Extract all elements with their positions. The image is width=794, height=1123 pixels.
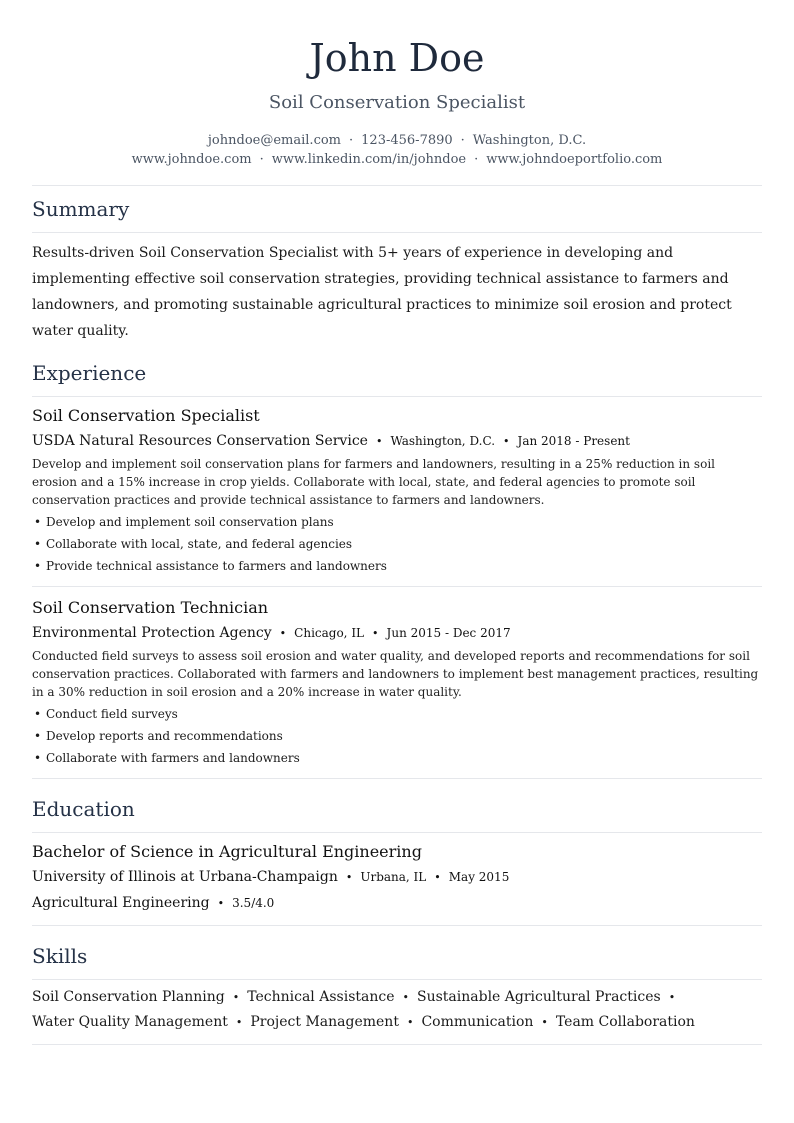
portfolio-link[interactable]: www.johndoeportfolio.com — [486, 152, 663, 167]
divider — [32, 232, 762, 233]
contact-row-links — [32, 150, 762, 169]
candidate-name: John Doe — [309, 36, 485, 80]
website-link[interactable]: www.johndoe.com — [131, 152, 252, 167]
bullet-separator: • — [503, 435, 510, 448]
skill-item: Team Collaboration — [555, 1014, 695, 1030]
separator: · — [474, 152, 479, 167]
skill-item: Communication — [421, 1014, 534, 1030]
divider — [32, 925, 762, 926]
phone-text: 123-456-7890 — [361, 133, 453, 148]
skill-item: Sustainable Agricultural Practices — [417, 989, 661, 1005]
company-name: Environmental Protection Agency — [32, 625, 272, 641]
job-location: Chicago, IL — [294, 626, 365, 640]
degree-title: Bachelor of Science in Agricultural Engineering — [32, 842, 422, 861]
graduation-date: May 2015 — [448, 870, 510, 884]
divider — [32, 185, 762, 186]
bullet-separator: • — [345, 871, 353, 884]
job-description: Conducted field surveys to assess soil erosion and water quality, and developed reports and recommendations for soil conservation practices. Collaborated with farmers and landowners to implement best management practices, resulting in a 30% reduction in soil erosion and a 20% increase in water quality. — [32, 649, 759, 699]
bullet-separator: • — [668, 991, 676, 1004]
bullet-separator: • — [402, 991, 409, 1004]
skills-row — [32, 1010, 762, 1035]
skills-row — [32, 985, 762, 1010]
summary-text: Results-driven Soil Conservation Specialist with 5+ years of experience in developing and implementing effective soil conservation strategies, providing technical assistance to farmers and landowners, and promoting sustainable agricultural practices to minimize soil erosion and protect water quality. — [32, 245, 732, 339]
summary-heading: Summary — [32, 197, 130, 221]
gpa-text: 3.5/4.0 — [232, 896, 275, 910]
job-location: Washington, D.C. — [390, 434, 496, 448]
list-item: • Collaborate with farmers and landowners — [32, 747, 762, 769]
job-dates: Jan 2018 - Present — [517, 434, 630, 448]
list-item: • Develop reports and recommendations — [32, 725, 762, 747]
bullet-separator: • — [375, 435, 383, 448]
bullet-separator: • — [279, 627, 287, 640]
list-item: • Conduct field surveys — [32, 703, 762, 725]
skills-heading: Skills — [32, 944, 88, 968]
job-meta — [32, 623, 762, 644]
job-title: Soil Conservation Technician — [32, 598, 269, 617]
separator: · — [349, 133, 354, 148]
divider — [32, 1044, 762, 1045]
school-location: Urbana, IL — [360, 870, 427, 884]
job-bullets — [32, 703, 762, 769]
resume-header — [32, 0, 762, 169]
divider — [32, 396, 762, 397]
bullet-separator: • — [372, 627, 379, 640]
company-name: USDA Natural Resources Conservation Service — [32, 433, 368, 449]
job-bullets — [32, 511, 762, 577]
experience-entry — [32, 406, 762, 577]
education-heading: Education — [32, 797, 135, 821]
experience-entry — [32, 598, 762, 769]
divider — [32, 778, 762, 779]
linkedin-link[interactable]: www.linkedin.com/in/johndoe — [271, 152, 467, 167]
list-item: • Develop and implement soil conservation plans — [32, 511, 762, 533]
education-entry — [32, 842, 762, 914]
skill-item: Water Quality Management — [32, 1014, 228, 1030]
job-description: Develop and implement soil conservation plans for farmers and landowners, resulting in a 25% reduction in soil erosion and a 15% increase in crop yields. Collaborate with local, state, and federal agencies to promote soil conservation practices and provide technical assistance to farmers and landowners. — [32, 457, 715, 507]
skills-list — [32, 985, 762, 1035]
job-title: Soil Conservation Specialist — [32, 406, 260, 425]
bullet-separator: • — [232, 991, 240, 1004]
skill-item: Project Management — [250, 1014, 399, 1030]
skill-item: Soil Conservation Planning — [32, 989, 225, 1005]
experience-heading: Experience — [32, 361, 147, 385]
bullet-separator: • — [235, 1016, 243, 1029]
divider — [32, 832, 762, 833]
email-link[interactable]: johndoe@email.com — [207, 133, 342, 148]
divider — [32, 979, 762, 980]
list-item: • Collaborate with local, state, and federal agencies — [32, 533, 762, 555]
job-dates: Jun 2015 - Dec 2017 — [386, 626, 511, 640]
candidate-title: Soil Conservation Specialist — [268, 92, 526, 113]
skill-item: Technical Assistance — [247, 989, 395, 1005]
job-meta — [32, 431, 762, 452]
location-text: Washington, D.C. — [472, 133, 587, 148]
bullet-separator: • — [217, 897, 225, 910]
separator: · — [460, 133, 465, 148]
school-name: University of Illinois at Urbana-Champaign — [32, 869, 338, 885]
contact-row-primary — [32, 131, 762, 150]
divider — [32, 586, 762, 587]
education-meta — [32, 867, 762, 888]
bullet-separator: • — [406, 1016, 414, 1029]
bullet-separator: • — [541, 1016, 548, 1029]
bullet-separator: • — [434, 871, 441, 884]
education-major-line — [32, 893, 762, 914]
list-item: • Provide technical assistance to farmers and landowners — [32, 555, 762, 577]
separator: · — [259, 152, 264, 167]
major-text: Agricultural Engineering — [32, 895, 210, 911]
